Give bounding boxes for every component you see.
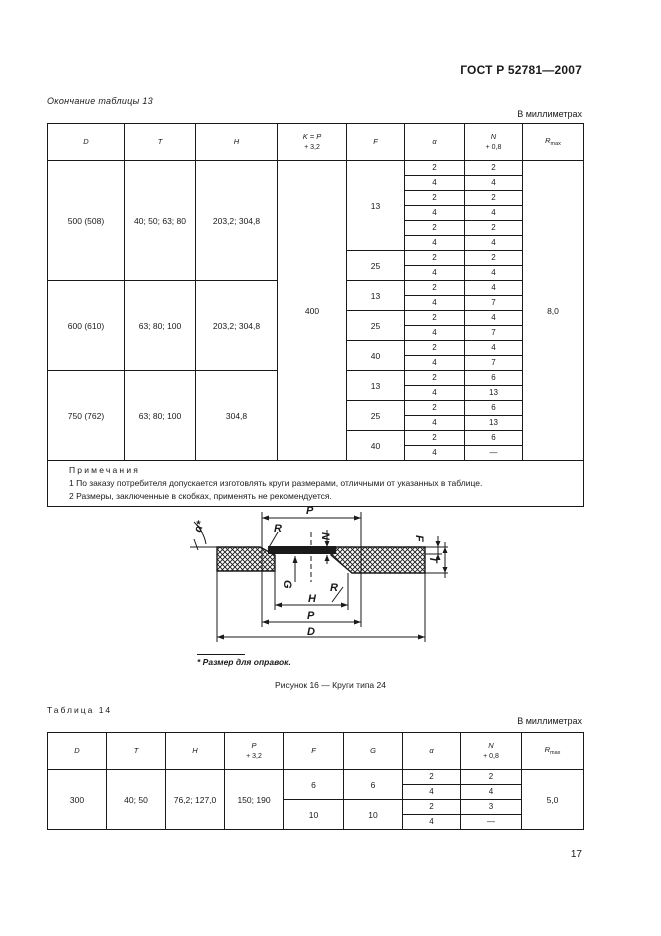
header-g: G <box>344 733 403 770</box>
cell-alpha: 4 <box>405 206 465 221</box>
cell-alpha: 4 <box>405 296 465 311</box>
header-alpha: α <box>403 733 461 770</box>
label-g: G <box>281 580 293 589</box>
wheel-profile <box>217 546 425 573</box>
cell-h: 203,2; 304,8 <box>196 161 278 281</box>
cell-alpha: 4 <box>403 785 461 800</box>
cell-f: 40 <box>347 341 405 371</box>
cell-f: 13 <box>347 161 405 251</box>
cell-alpha: 2 <box>405 281 465 296</box>
dimension-lines <box>190 512 448 642</box>
cell-d: 600 (610) <box>48 281 125 371</box>
cell-f: 25 <box>347 311 405 341</box>
cell-n: 4 <box>465 206 523 221</box>
cell-f: 40 <box>347 431 405 461</box>
cell-n: 4 <box>465 176 523 191</box>
cell-f: 25 <box>347 401 405 431</box>
cell-alpha: 4 <box>405 386 465 401</box>
wheel-type-24-drawing <box>180 502 460 652</box>
label-f: F <box>413 535 425 542</box>
cell-t: 63; 80; 100 <box>125 281 196 371</box>
cell-f: 13 <box>347 371 405 401</box>
cell-g: 10 <box>344 800 403 830</box>
header-n: N + 0,8 <box>461 733 522 770</box>
cell-r: 5,0 <box>522 770 584 830</box>
cell-t: 40; 50 <box>107 770 166 830</box>
cell-t: 40; 50; 63; 80 <box>125 161 196 281</box>
cell-alpha: 2 <box>405 251 465 266</box>
table13-caption: Окончание таблицы 13 <box>47 96 153 106</box>
cell-n: 7 <box>465 296 523 311</box>
header-t: T <box>125 124 196 161</box>
cell-alpha: 4 <box>405 176 465 191</box>
cell-alpha: 4 <box>405 446 465 461</box>
cell-n: — <box>465 446 523 461</box>
cell-alpha: 2 <box>405 221 465 236</box>
cell-f: 10 <box>284 800 344 830</box>
header-f: F <box>347 124 405 161</box>
cell-n: 4 <box>465 281 523 296</box>
figure-caption: Рисунок 16 — Круги типа 24 <box>275 680 386 690</box>
label-r-top: R <box>274 523 282 535</box>
cell-g: 6 <box>344 770 403 800</box>
cell-alpha: 2 <box>405 161 465 176</box>
cell-alpha: 2 <box>405 311 465 326</box>
header-k: K = P + 3,2 <box>278 124 347 161</box>
header-r: $R_{max}$ <box>523 124 584 161</box>
cell-n: 4 <box>461 785 522 800</box>
cell-f: 25 <box>347 251 405 281</box>
cell-alpha: 2 <box>403 800 461 815</box>
cell-n: 4 <box>465 341 523 356</box>
cell-d: 500 (508) <box>48 161 125 281</box>
label-t: T <box>427 556 439 563</box>
cell-h: 203,2; 304,8 <box>196 281 278 371</box>
label-d: D <box>307 626 315 638</box>
cell-n: 13 <box>465 416 523 431</box>
table13-notes <box>48 461 584 507</box>
cell-alpha: 2 <box>405 191 465 206</box>
header-alpha: α <box>405 124 465 161</box>
header-d: D <box>48 733 107 770</box>
cell-n: 4 <box>465 311 523 326</box>
cell-n: 2 <box>461 770 522 785</box>
header-p: P + 3,2 <box>225 733 284 770</box>
cell-h: 304,8 <box>196 371 278 461</box>
cell-alpha: 4 <box>405 416 465 431</box>
cell-alpha: 2 <box>405 371 465 386</box>
cell-d: 300 <box>48 770 107 830</box>
cell-n: 4 <box>465 236 523 251</box>
figure-note-rule <box>197 654 245 655</box>
notes-title: Примечания <box>69 465 141 475</box>
cell-alpha: 2 <box>405 401 465 416</box>
standard-number: ГОСТ Р 52781—2007 <box>460 63 582 77</box>
cell-n: 4 <box>465 266 523 281</box>
table13-units: В миллиметрах <box>517 109 582 119</box>
table-13 <box>47 123 584 507</box>
label-p-top: P <box>306 505 314 517</box>
cell-n: 7 <box>465 326 523 341</box>
label-r-bottom: R <box>330 582 338 594</box>
header-h: H <box>166 733 225 770</box>
cell-f: 13 <box>347 281 405 311</box>
cell-n: 2 <box>465 251 523 266</box>
header-r: $R_{max}$ <box>522 733 584 770</box>
cell-alpha: 4 <box>405 356 465 371</box>
cell-alpha: 4 <box>405 236 465 251</box>
dimension-arrows <box>217 516 448 640</box>
cell-p: 150; 190 <box>225 770 284 830</box>
cell-n: 7 <box>465 356 523 371</box>
cell-n: 6 <box>465 371 523 386</box>
label-h: H <box>308 593 316 605</box>
cell-n: 3 <box>461 800 522 815</box>
header-t: T <box>107 733 166 770</box>
cell-n: — <box>461 815 522 830</box>
header-n: N + 0,8 <box>465 124 523 161</box>
note-1: 1 По заказу потребителя допускается изготовлять круги размерами, отличными от указанных в таблице. <box>69 478 483 488</box>
cell-h: 76,2; 127,0 <box>166 770 225 830</box>
cell-n: 6 <box>465 401 523 416</box>
table14-units: В миллиметрах <box>517 716 582 726</box>
label-p-bottom: P <box>307 610 315 622</box>
cell-n: 2 <box>465 191 523 206</box>
table-14 <box>47 732 584 830</box>
cell-k: 400 <box>278 161 347 461</box>
cell-n: 13 <box>465 386 523 401</box>
cell-t: 63; 80; 100 <box>125 371 196 461</box>
header-f: F <box>284 733 344 770</box>
cell-alpha: 4 <box>405 326 465 341</box>
cell-alpha: 2 <box>405 431 465 446</box>
header-h: H <box>196 124 278 161</box>
label-alpha: α* <box>191 519 208 535</box>
header-d: D <box>48 124 125 161</box>
cell-n: 6 <box>465 431 523 446</box>
table14-caption: Таблица 14 <box>47 705 113 715</box>
cell-n: 2 <box>465 221 523 236</box>
cell-f: 6 <box>284 770 344 800</box>
page-number: 17 <box>570 849 582 860</box>
cell-alpha: 2 <box>405 341 465 356</box>
cell-alpha: 4 <box>405 266 465 281</box>
cell-alpha: 4 <box>403 815 461 830</box>
cell-d: 750 (762) <box>48 371 125 461</box>
cell-n: 2 <box>465 161 523 176</box>
label-n: N <box>319 532 331 540</box>
cell-alpha: 2 <box>403 770 461 785</box>
cell-r: 8,0 <box>523 161 584 461</box>
note-2: 2 Размеры, заключенные в скобках, применять не рекомендуется. <box>69 491 332 501</box>
figure-note: * Размер для оправок. <box>197 657 291 667</box>
